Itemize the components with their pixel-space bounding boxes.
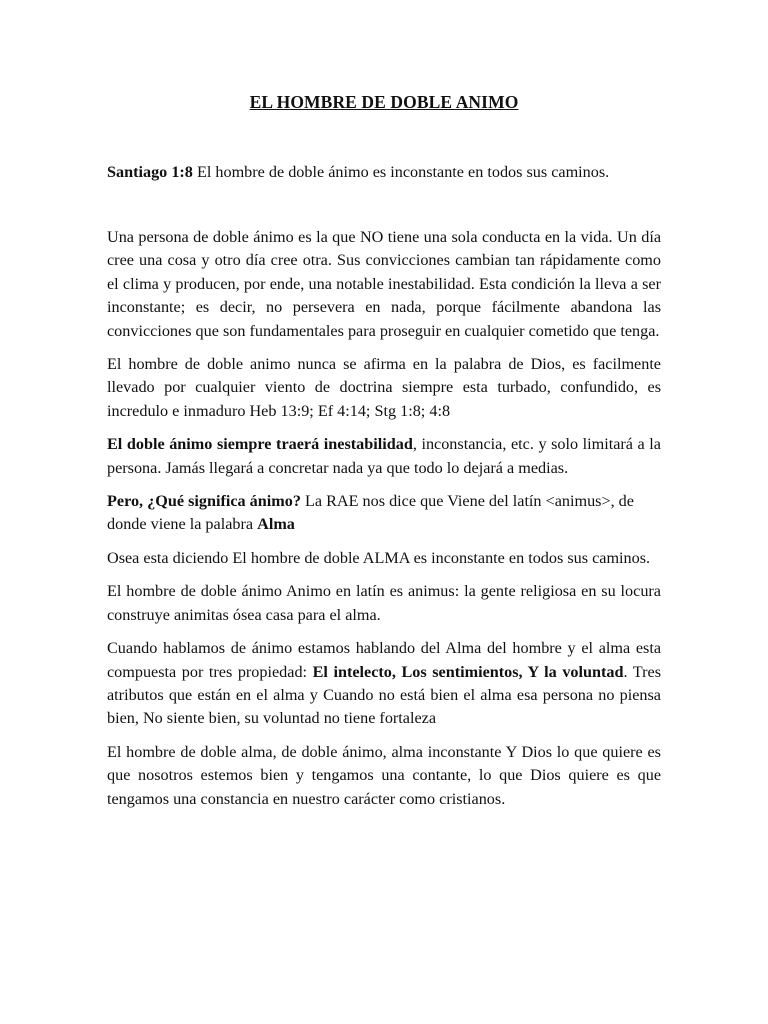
paragraph-3-text: , inconstancia, etc. y solo limitará a la persona. Jamás llegará a concretar nada ya que todo lo dejará a medias. [107,435,661,477]
verse-text: El hombre de doble ánimo es inconstante en todos sus caminos. [192,163,610,181]
document-title: EL HOMBRE DE DOBLE ANIMO [249,92,519,112]
paragraph-6: El hombre de doble ánimo Animo en latín es animus: la gente religiosa en su locura construye animitas ósea casa para el alma. [107,582,661,624]
document-body [107,226,661,821]
paragraph-7-end: . Tres atributos que están en el alma y Cuando no está bien el alma esa persona no piensa bien, No siente bien, su voluntad no tiene fortaleza [107,662,661,728]
paragraph-4 [107,490,661,537]
paragraph-3 [107,433,661,480]
paragraph-8: El hombre de doble alma, de doble ánimo, alma inconstante Y Dios lo que quiere es que nosotros estemos bien y tengamos una contante, lo que Dios quiere es que tengamos una constancia en nuestro carácter como cristianos. [107,742,661,808]
paragraph-5: Osea esta diciendo El hombre de doble ALMA es inconstante en todos sus caminos. [107,548,651,567]
verse-reference: Santiago 1:8 [107,163,193,181]
paragraph-4-text: La RAE nos dice que Viene del latín <animus>, de donde viene la palabra [107,492,634,534]
paragraph-4-bold: Pero, ¿Qué significa ánimo? [107,492,301,511]
paragraph-7 [107,637,661,731]
paragraph-1: Una persona de doble ánimo es la que NO tiene una sola conducta en la vida. Un día cree una cosa y otro día cree otra. Sus convicciones cambian tan rápidamente como el clima y producen, por ende, una notable inestabilidad. Esta condición la lleva a ser inconstante; es decir, no persevera en nada, porque fácilmente abandona las convicciones que son fundamentales para proseguir en cualquier cometido que tenga. [107,228,661,340]
paragraph-7-bold: El intelecto, Los sentimientos, Y la voluntad [312,662,624,681]
paragraph-7-start: Cuando hablamos de ánimo estamos hablando del Alma del hombre y el alma esta compuesta por tres propiedad: [107,639,661,681]
paragraph-2: El hombre de doble animo nunca se afirma en la palabra de Dios, es facilmente llevado por cualquier viento de doctrina siempre esta turbado, confundido, es incredulo e inmaduro Heb 13:9; Ef 4:14; Stg 1:8; 4:8 [107,355,661,420]
verse-line [107,161,661,184]
paragraph-4-bold-alma: Alma [257,515,295,534]
paragraph-3-bold: El doble ánimo siempre traerá inestabilidad [107,435,413,454]
